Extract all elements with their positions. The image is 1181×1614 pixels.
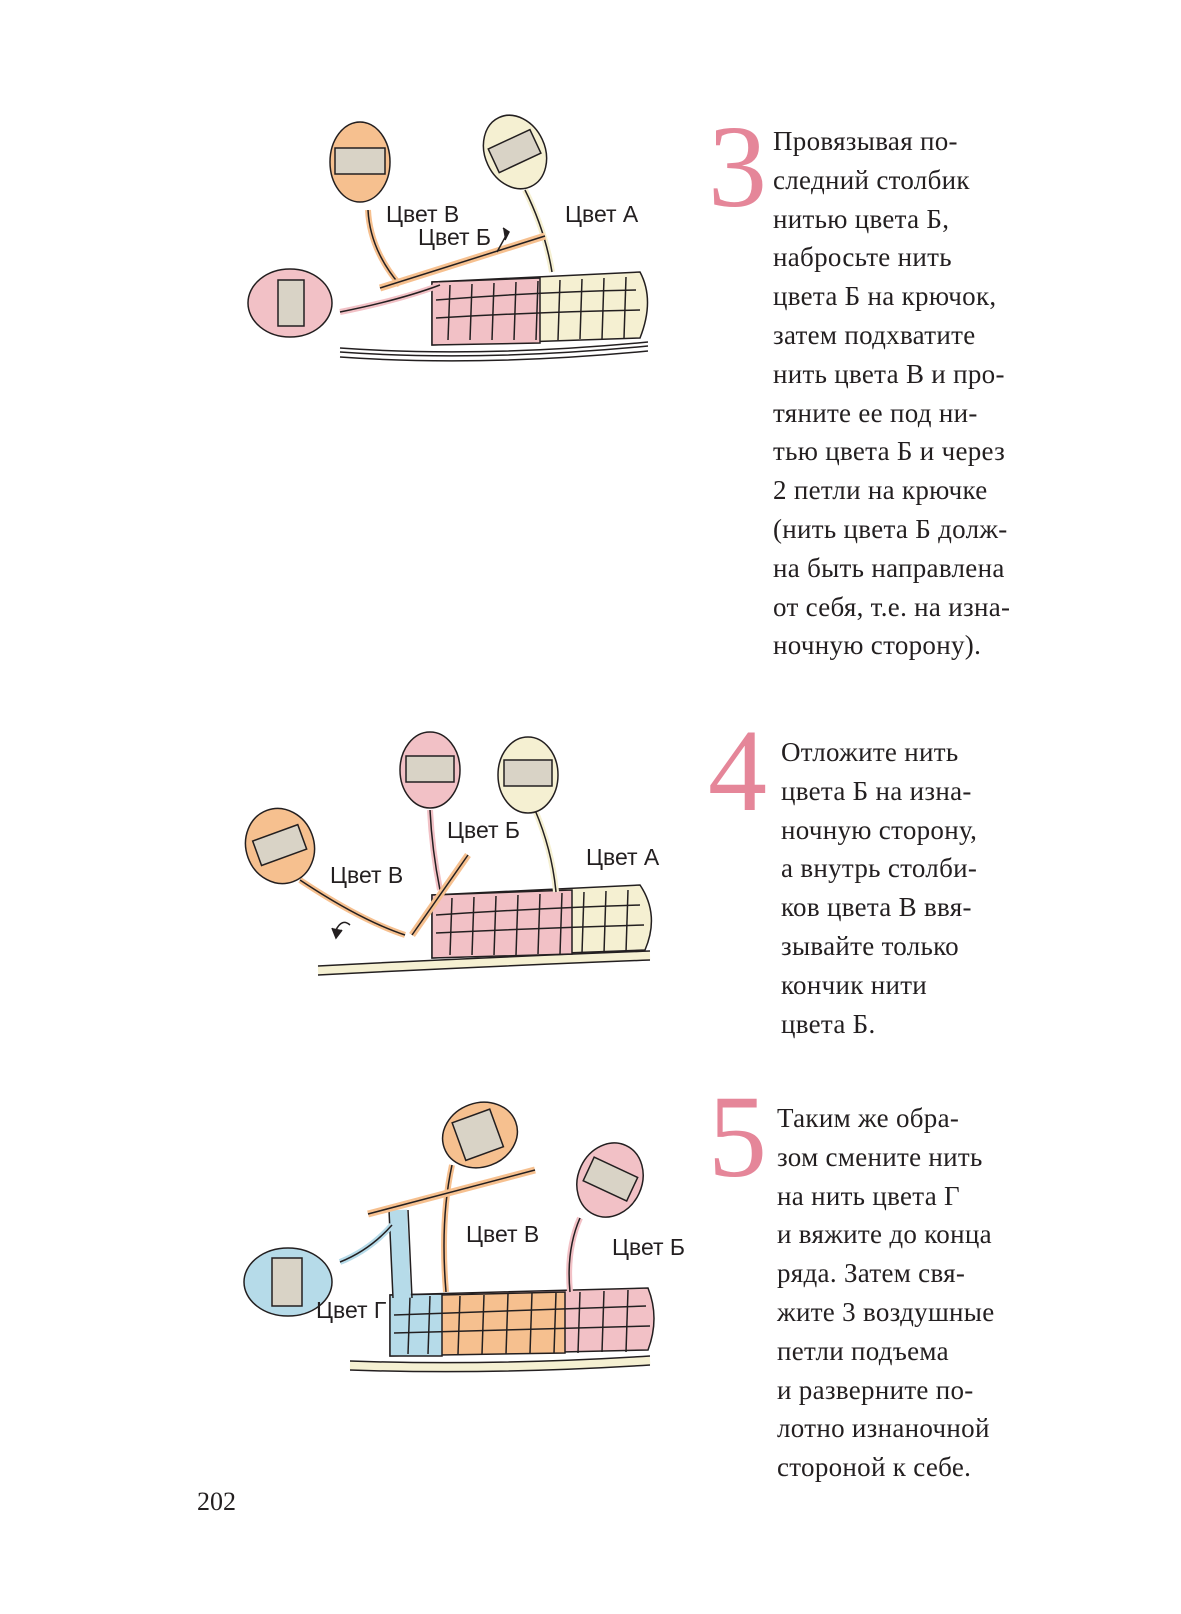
step-number-3: 3 <box>708 101 767 232</box>
step-4-line: цвета Б. <box>781 1008 876 1039</box>
step-5-line: стороной к себе. <box>777 1452 972 1483</box>
label-tsvet-v: Цвет В <box>330 862 404 888</box>
step-3-line: нитью цвета Б, <box>773 203 950 234</box>
step-3-line: от себя, т.е. на изна- <box>773 591 1011 622</box>
label-tsvet-v: Цвет В <box>466 1221 540 1247</box>
step-5-line: жите 3 воздушные <box>777 1296 995 1327</box>
step-5-line: зом смените нить <box>777 1141 983 1172</box>
step-5-line: и вяжите до конца <box>777 1219 992 1250</box>
step-5-line: на нить цвета Г <box>777 1180 960 1211</box>
step-3-line: тью цвета Б и через <box>773 436 1006 467</box>
step-4-line: а внутрь столби- <box>781 853 978 884</box>
step-3-line: набросьте нить <box>773 242 952 273</box>
step-number-4: 4 <box>708 705 767 836</box>
label-tsvet-b: Цвет Б <box>447 817 521 843</box>
step-4-text <box>781 733 977 1043</box>
step-3-line: на быть направлена <box>773 552 1005 583</box>
label-tsvet-v: Цвет В <box>386 201 460 227</box>
page-number: 202 <box>197 1487 236 1516</box>
yarn-ball-pink <box>565 1132 655 1228</box>
step-5-line: и разверните по- <box>777 1374 974 1405</box>
step-3-line: тяните ее под ни- <box>773 397 978 428</box>
step-5-line: петли подъема <box>777 1335 949 1366</box>
step-3-line: (нить цвета Б долж- <box>773 513 1008 544</box>
step-4-line: цвета Б на изна- <box>781 775 972 806</box>
step-5-line: ряда. Затем свя- <box>777 1258 966 1289</box>
yarn-ball-orange <box>433 1092 526 1178</box>
step-4-line: Отложите нить <box>781 737 959 767</box>
step-3-text <box>773 122 1010 665</box>
stitch-rows <box>390 1288 654 1356</box>
step-3-line: цвета Б на крючок, <box>773 281 997 312</box>
step-3-line: нить цвета В и про- <box>773 358 1005 389</box>
step-3-line: следний столбик <box>773 164 970 195</box>
label-tsvet-g: Цвет Г <box>316 1297 387 1323</box>
step-3-line: 2 петли на крючке <box>773 475 988 506</box>
label-tsvet-a: Цвет А <box>586 844 660 870</box>
step-3-line: ночную сторону). <box>773 630 982 661</box>
step-3-line: затем подхватите <box>773 319 976 350</box>
label-tsvet-b: Цвет Б <box>418 224 492 250</box>
step-4-line: зывайте только <box>781 930 959 961</box>
step-4-line: кончик нити <box>781 969 928 1000</box>
step-number-5: 5 <box>708 1071 767 1202</box>
step-4-line: ков цвета В ввя- <box>781 892 972 923</box>
label-tsvet-b: Цвет Б <box>612 1234 686 1260</box>
step-5-line: Таким же обра- <box>777 1103 960 1133</box>
step-3-line: Провязывая по- <box>773 126 958 156</box>
step-5-text <box>777 1099 995 1487</box>
step-4-line: ночную сторону, <box>781 814 978 845</box>
step-5-line: лотно изнаночной <box>777 1413 990 1444</box>
label-tsvet-a: Цвет А <box>565 201 639 227</box>
foundation-chain <box>350 1356 650 1372</box>
